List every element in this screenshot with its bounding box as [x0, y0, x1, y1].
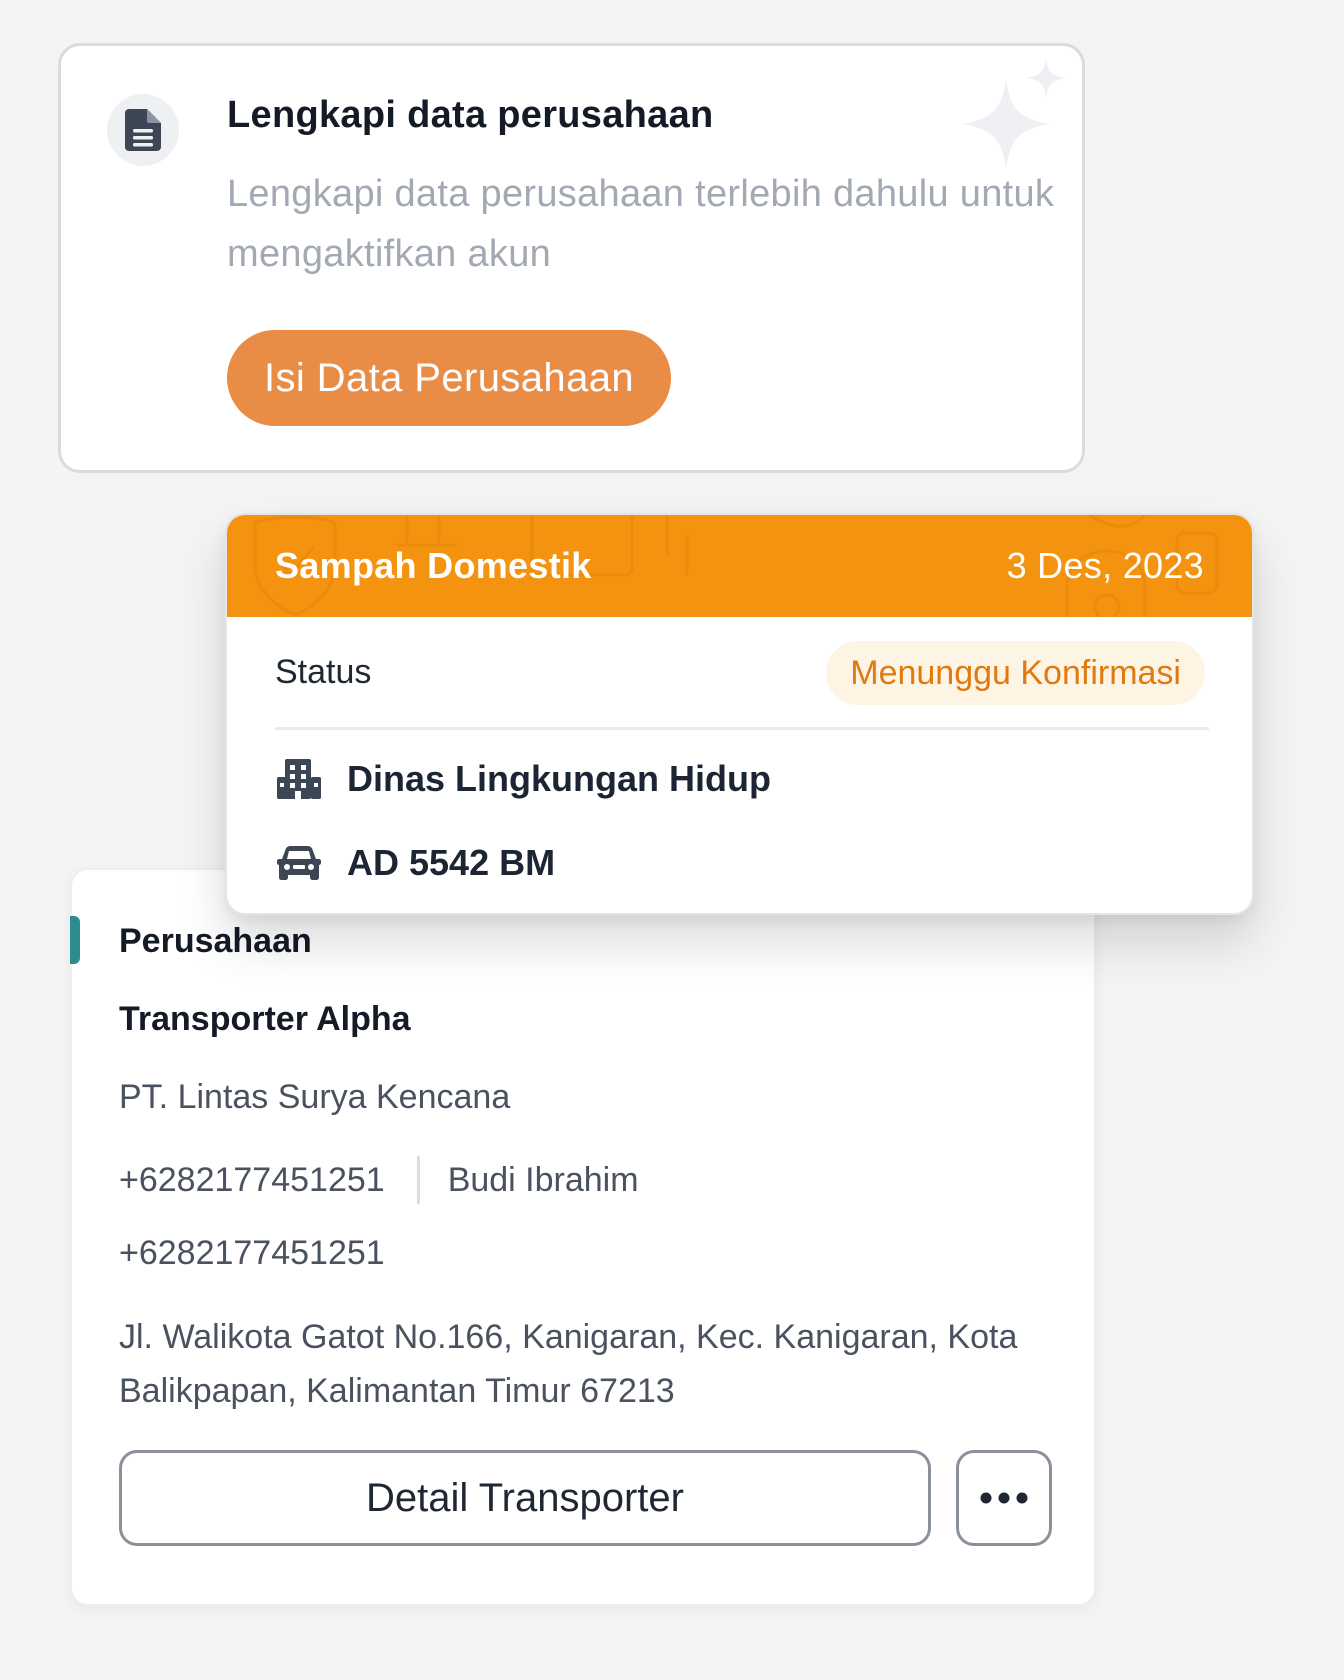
contact-divider: [417, 1156, 420, 1204]
section-accent-bar: [70, 916, 80, 964]
order-divider: [275, 727, 1209, 730]
building-icon: [275, 755, 323, 803]
agency-name: Dinas Lingkungan Hidup: [347, 758, 771, 799]
complete-data-description: Lengkapi data perusahaan terlebih dahulu untuk mengaktifkan akun: [227, 173, 1055, 275]
more-options-button[interactable]: [956, 1450, 1052, 1546]
waste-type-title: Sampah Domestik: [275, 545, 592, 586]
document-icon: [107, 94, 179, 166]
agency-row: [275, 755, 771, 803]
sparkle-icon: [961, 58, 1081, 168]
waste-order-card[interactable]: [225, 513, 1254, 915]
company-name: Transporter Alpha: [119, 1000, 411, 1038]
order-card-header: [227, 515, 1252, 617]
contact-person: Budi Ibrahim: [447, 1160, 639, 1199]
vehicle-row: [275, 839, 555, 887]
phone-secondary: +6282177451251: [119, 1234, 385, 1272]
complete-company-data-card: [58, 43, 1085, 473]
company-address: Jl. Walikota Gatot No.166, Kanigaran, Kec. Kanigaran, Kota Balikpapan, Kalimantan Timur 67213: [119, 1318, 1018, 1410]
contact-row: [119, 1156, 639, 1204]
company-card: [70, 868, 1096, 1606]
status-label: Status: [275, 653, 372, 691]
more-dots-icon: [980, 1492, 1028, 1504]
complete-data-title: Lengkapi data perusahaan: [227, 94, 714, 136]
detail-transporter-button[interactable]: Detail Transporter: [119, 1450, 931, 1546]
phone-primary: +6282177451251: [119, 1160, 385, 1199]
fill-company-data-button[interactable]: Isi Data Perusahaan: [227, 330, 671, 426]
status-badge: Menunggu Konfirmasi: [826, 641, 1205, 705]
vehicle-plate: AD 5542 BM: [347, 842, 556, 883]
section-label: Perusahaan: [119, 922, 312, 960]
company-legal-name: PT. Lintas Surya Kencana: [119, 1078, 511, 1116]
car-icon: [275, 839, 323, 887]
order-date: 3 Des, 2023: [1006, 545, 1204, 586]
